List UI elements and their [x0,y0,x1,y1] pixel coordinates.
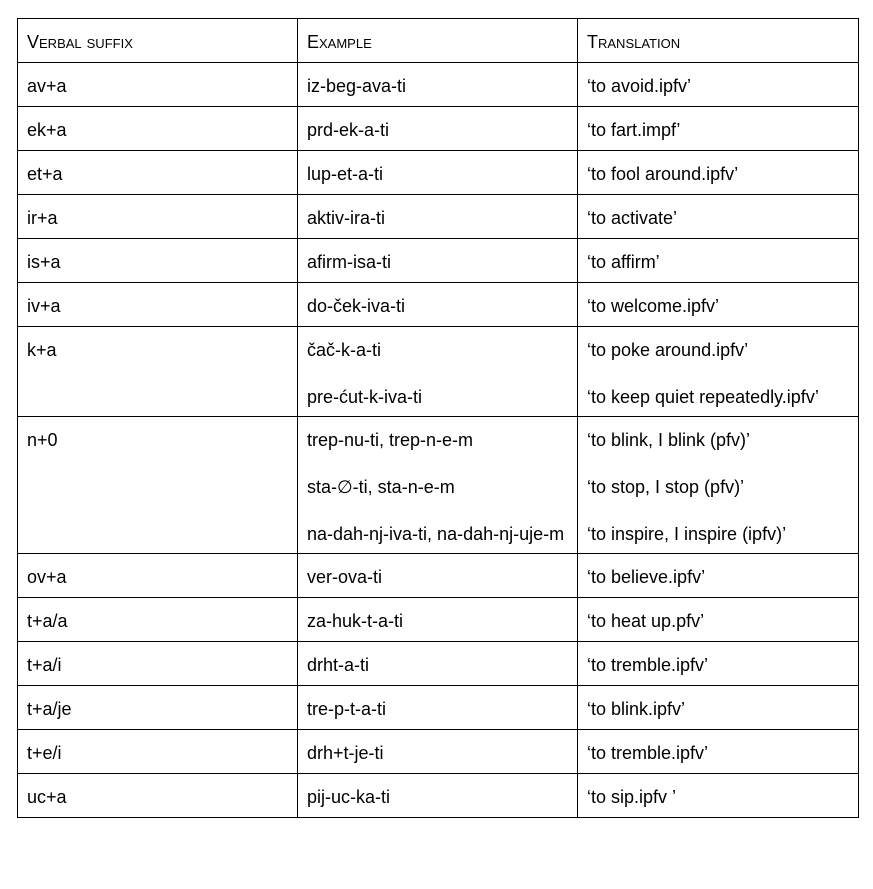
example-text: iz-beg-ava-ti [307,76,407,96]
cell-translation [578,195,859,239]
table-row [18,686,859,730]
example-text: afirm-isa-ti [307,252,391,272]
table-row [18,774,859,818]
example-text: drh+t-je-ti [307,743,384,763]
header-example: Example [298,19,578,63]
cell-example [298,107,578,151]
translation-text: ‘to affirm’ [587,252,660,272]
translation-text: ‘to activate’ [587,208,678,228]
cell-translation [578,417,859,554]
translation-text: ‘to heat up.pfv’ [587,611,705,631]
cell-verbal-suffix: av+a [18,63,298,107]
cell-translation [578,642,859,686]
cell-example [298,686,578,730]
translation-text: ‘to stop, I stop (pfv)’ [587,477,745,497]
translation-text: ‘to tremble.ipfv’ [587,655,709,675]
table-row [18,283,859,327]
example-text: pre-ćut-k-iva-ti [307,387,423,407]
example-text: sta-∅-ti, sta-n-e-m [307,477,455,497]
translation-text: ‘to poke around.ipfv’ [587,340,749,360]
cell-verbal-suffix: uc+a [18,774,298,818]
cell-example [298,283,578,327]
translation-text: ‘to keep quiet repeatedly.ipfv’ [587,387,819,407]
table-row [18,63,859,107]
cell-verbal-suffix: k+a [18,327,298,417]
cell-verbal-suffix: ir+a [18,195,298,239]
table-row [18,417,859,554]
cell-translation [578,107,859,151]
cell-verbal-suffix: is+a [18,239,298,283]
cell-translation [578,554,859,598]
table-row [18,195,859,239]
example-text: pij-uc-ka-ti [307,787,391,807]
example-text: drht-a-ti [307,655,370,675]
cell-example [298,774,578,818]
table-row [18,107,859,151]
cell-example [298,598,578,642]
cell-example [298,151,578,195]
translation-text: ‘to believe.ipfv’ [587,567,706,587]
example-text: ver-ova-ti [307,567,383,587]
cell-example [298,730,578,774]
example-text: do-ček-iva-ti [307,296,406,316]
table-row [18,730,859,774]
cell-example [298,195,578,239]
cell-translation [578,774,859,818]
example-text: tre-p-t-a-ti [307,699,387,719]
translation-text: ‘to blink.ipfv’ [587,699,686,719]
cell-translation [578,239,859,283]
translation-text: ‘to fart.impf’ [587,120,681,140]
cell-verbal-suffix: t+e/i [18,730,298,774]
translation-text: ‘to welcome.ipfv’ [587,296,720,316]
example-text: za-huk-t-a-ti [307,611,404,631]
cell-translation [578,151,859,195]
cell-example [298,63,578,107]
cell-example [298,554,578,598]
table-row [18,327,859,417]
header-verbal-suffix: Verbal suffix [18,19,298,63]
cell-verbal-suffix: t+a/je [18,686,298,730]
table-row [18,239,859,283]
header-translation: Translation [578,19,859,63]
translation-text: ‘to blink, I blink (pfv)’ [587,430,751,450]
cell-translation [578,730,859,774]
cell-verbal-suffix: ov+a [18,554,298,598]
example-text: lup-et-a-ti [307,164,384,184]
table-row [18,642,859,686]
translation-text: ‘to sip.ipfv ’ [587,787,677,807]
cell-translation [578,327,859,417]
cell-verbal-suffix: ek+a [18,107,298,151]
table-header-row [18,19,859,63]
translation-text: ‘to inspire, I inspire (ipfv)’ [587,524,787,544]
cell-verbal-suffix: iv+a [18,283,298,327]
translation-text: ‘to avoid.ipfv’ [587,76,692,96]
cell-translation [578,686,859,730]
table-row [18,598,859,642]
cell-example [298,327,578,417]
cell-verbal-suffix: t+a/i [18,642,298,686]
example-text: prd-ek-a-ti [307,120,390,140]
suffix-table [17,18,859,818]
cell-translation [578,283,859,327]
table-row [18,554,859,598]
table-body [18,63,859,818]
cell-example [298,642,578,686]
example-text: trep-nu-ti, trep-n-e-m [307,430,474,450]
cell-translation [578,598,859,642]
cell-verbal-suffix: t+a/a [18,598,298,642]
cell-example [298,239,578,283]
cell-example [298,417,578,554]
translation-text: ‘to tremble.ipfv’ [587,743,709,763]
example-text: na-dah-nj-iva-ti, na-dah-nj-uje-m [307,524,565,544]
translation-text: ‘to fool around.ipfv’ [587,164,739,184]
cell-verbal-suffix: et+a [18,151,298,195]
cell-verbal-suffix: n+0 [18,417,298,554]
cell-translation [578,63,859,107]
example-text: čač-k-a-ti [307,340,382,360]
example-text: aktiv-ira-ti [307,208,386,228]
table-row [18,151,859,195]
